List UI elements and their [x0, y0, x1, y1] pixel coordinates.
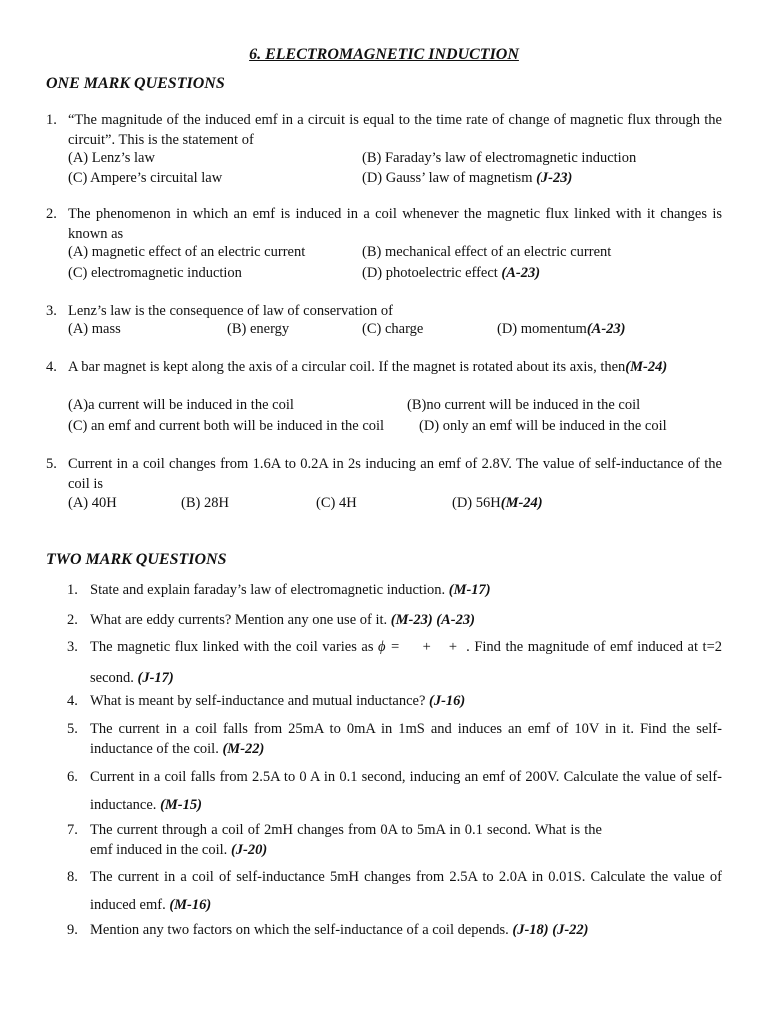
- question-text: Current in a coil falls from 2.5A to 0 A in 0.1 second, inducing an emf of 200V. Calculate the value of self-inductance.: [90, 769, 722, 813]
- question-text: The current in a coil of self-inductance 5mH changes from 2.5A to 2.0A in 0.01S. Calculate the value of induced emf.: [90, 869, 722, 913]
- one-mark-question-2: [46, 204, 722, 244]
- question-text: The current in a coil falls from 25mA to 0mA in 1mS and induces an emf of 10V in it. Find the self-inductance of the coil.: [90, 721, 722, 757]
- option-d-with-ref: [362, 265, 540, 282]
- exam-ref: (A-23): [501, 265, 541, 281]
- option-d: (D) Gauss’ law of magnetism: [362, 170, 533, 186]
- option-d-with-ref: [497, 321, 625, 338]
- question-text: State and explain faraday’s law of electromagnetic induction.: [90, 582, 446, 598]
- question-number: 2.: [67, 612, 78, 628]
- option-c: (C) 4H: [316, 495, 357, 511]
- option-b: (B) mechanical effect of an electric current: [362, 244, 612, 260]
- two-mark-question-4: [67, 691, 722, 711]
- question-text: What is meant by self-inductance and mutual inductance?: [90, 693, 426, 709]
- option-b: (B) energy: [227, 321, 290, 337]
- question-number: 1.: [67, 582, 78, 598]
- option-d: (D) only an emf will be induced in the coil: [419, 418, 667, 434]
- option-a: (A) magnetic effect of an electric current: [68, 244, 306, 260]
- question-number: 5.: [46, 456, 57, 472]
- exam-ref: (M-24): [625, 359, 668, 375]
- option-c: (C) charge: [362, 321, 424, 337]
- two-mark-question-5: [67, 719, 722, 759]
- option-a: (A) mass: [68, 321, 121, 337]
- option-b: (B) Faraday’s law of electromagnetic induction: [362, 150, 637, 166]
- phi-equation: ϕ =: [378, 639, 400, 655]
- two-mark-question-8: [67, 863, 722, 915]
- option-d: (D) 56H: [452, 495, 501, 511]
- question-text: “The magnitude of the induced emf in a circuit is equal to the time rate of change of magnetic flux through the circuit”. This is the statement of: [68, 112, 722, 148]
- option-c: (C) an emf and current both will be induced in the coil: [68, 418, 385, 434]
- question-number: 6.: [67, 769, 78, 785]
- question-text-a: The magnetic flux linked with the coil varies as: [90, 639, 374, 655]
- one-mark-question-3: [46, 301, 722, 321]
- two-mark-question-9: [67, 920, 722, 940]
- option-d-with-ref: [362, 170, 572, 187]
- plus-sign: +: [448, 639, 458, 655]
- exam-ref: (J-18) (J-22): [512, 922, 589, 938]
- exam-ref: (J-23): [536, 170, 573, 186]
- two-mark-question-6: [67, 763, 722, 815]
- question-number: 3.: [46, 303, 57, 319]
- question-number: 5.: [67, 721, 78, 737]
- exam-ref: (M-22): [222, 741, 265, 757]
- one-mark-heading: ONE MARK QUESTIONS: [46, 75, 225, 92]
- question-number: 9.: [67, 922, 78, 938]
- exam-ref: (M-15): [160, 797, 202, 813]
- question-text: The current through a coil of 2mH changes from 0A to 5mA in 0.1 second. What is the emf induced in the coil.: [90, 822, 602, 858]
- question-number: 8.: [67, 869, 78, 885]
- option-d-with-ref: [452, 495, 543, 512]
- exam-ref: (M-16): [169, 897, 212, 913]
- question-number: 2.: [46, 206, 57, 222]
- question-text-b: . Find the magnitude of emf induced at t=2 second.: [90, 639, 723, 686]
- question-number: 3.: [67, 639, 78, 655]
- question-text: The phenomenon in which an emf is induced in a coil whenever the magnetic flux linked with it changes is known as: [68, 206, 722, 242]
- option-c: (C) Ampere’s circuital law: [68, 170, 223, 186]
- question-number: 1.: [46, 112, 57, 128]
- two-mark-question-2: [67, 610, 722, 630]
- plus-sign: +: [422, 639, 431, 655]
- option-d: (D) momentum: [497, 321, 587, 337]
- exam-ref: (J-20): [230, 842, 268, 858]
- question-number: 4.: [46, 359, 57, 375]
- option-b: (B)no current will be induced in the coil: [407, 397, 641, 413]
- page-title: 6. ELECTROMAGNETIC INDUCTION: [249, 46, 519, 63]
- one-mark-question-4: [46, 357, 722, 377]
- question-text: Mention any two factors on which the self-inductance of a coil depends.: [90, 922, 509, 938]
- option-c: (C) electromagnetic induction: [68, 265, 242, 281]
- two-mark-question-7: [67, 820, 722, 860]
- option-d: (D) photoelectric effect: [362, 265, 498, 281]
- question-number: 4.: [67, 693, 78, 709]
- option-b: (B) 28H: [181, 495, 229, 511]
- exam-ref: (J-17): [137, 670, 174, 686]
- two-mark-question-3: [67, 632, 722, 684]
- two-mark-heading: TWO MARK QUESTIONS: [46, 551, 227, 568]
- question-number: 7.: [67, 822, 78, 838]
- question-text: Lenz’s law is the consequence of law of conservation of: [68, 303, 393, 319]
- exam-ref: (J-16): [429, 693, 466, 709]
- exam-ref: (M-17): [448, 582, 491, 598]
- option-a: (A) 40H: [68, 495, 117, 511]
- question-text: A bar magnet is kept along the axis of a circular coil. If the magnet is rotated about its axis, then: [68, 359, 626, 375]
- one-mark-question-1: [46, 110, 722, 150]
- two-mark-question-1: [67, 580, 722, 600]
- exam-ref: (M-24): [500, 495, 543, 511]
- option-a: (A) Lenz’s law: [68, 150, 155, 166]
- one-mark-question-5: [46, 454, 722, 494]
- option-a: (A)a current will be induced in the coil: [68, 397, 294, 413]
- exam-ref: (M-23) (A-23): [390, 612, 475, 628]
- question-text: What are eddy currents? Mention any one use of it.: [90, 612, 388, 628]
- exam-ref: (A-23): [586, 321, 626, 337]
- question-text: Current in a coil changes from 1.6A to 0.2A in 2s inducing an emf of 2.8V. The value of self-inductance of the coil is: [68, 456, 722, 492]
